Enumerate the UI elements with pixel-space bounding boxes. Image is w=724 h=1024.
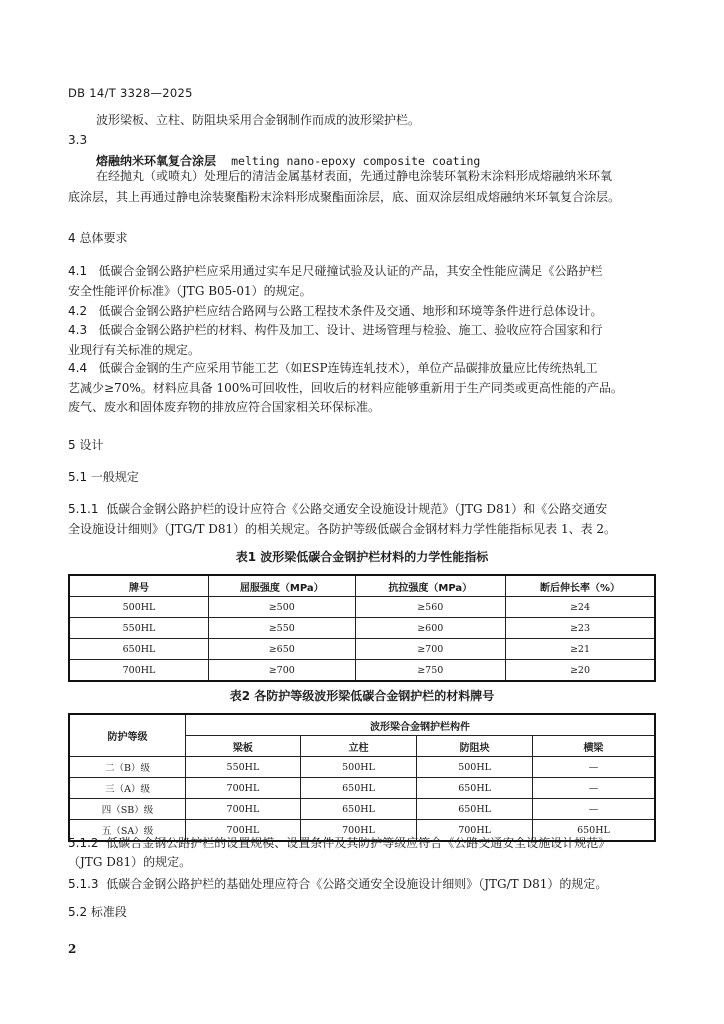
definition-3-3-line1: 在经抛丸（或喷丸）处理后的清洁金属基材表面，先通过静电涂装环氧粉末涂料形成熔融纳米环氧 — [96, 169, 613, 183]
term-en: melting nano-epoxy composite coating — [231, 154, 481, 168]
table-cell: ≥600 — [355, 618, 506, 639]
para-4-4-text: 低碳合金钢的生产应采用节能工艺（如ESP连铸连轧技术），单位产品碳排放量应比传统热轧工 — [98, 361, 598, 375]
table-cell: 700HL — [186, 820, 301, 842]
para-5-1-1-number: 5.1.1 — [68, 502, 99, 516]
heading-section-4: 4 总体要求 — [68, 231, 128, 245]
para-5-1-2-number: 5.1.2 — [68, 836, 99, 850]
table-cell: 700HL — [186, 799, 301, 820]
table1-header: 屈服强度（MPa） — [209, 575, 356, 597]
para-4-1-line2: 安全性能评价标准》（JTG B05-01）的规定。 — [68, 284, 312, 298]
table-cell: ≥700 — [355, 639, 506, 660]
table2-subheader: 立柱 — [300, 736, 417, 757]
table-cell: 700HL — [300, 820, 417, 842]
table-cell: ≥750 — [355, 660, 506, 682]
table-cell: — — [532, 757, 655, 778]
table-cell: 650HL — [532, 820, 655, 842]
para-4-3-number: 4.3 — [68, 323, 88, 337]
para-4-2-number: 4.2 — [68, 304, 88, 318]
table1-caption: 表1 波形梁低碳合金钢护栏材料的力学性能指标 — [235, 550, 489, 564]
para-5-1-1-text: 低碳合金钢公路护栏的设计应符合《公路交通安全设施设计规范》（JTG D81）和《公路交通安 — [106, 502, 608, 516]
page-number: 2 — [68, 942, 77, 956]
table2-header-row — [69, 714, 655, 736]
heading-5-1: 5.1 一般规定 — [68, 470, 139, 484]
table-cell: 650HL — [417, 778, 533, 799]
table-cell: ≥550 — [209, 618, 356, 639]
table-cell: — — [532, 778, 655, 799]
para-4-4-line2: 艺减少≥70%。材料应具备 100%可回收性，回收后的材料应能够重新用于生产同类或更高性能的产品。 — [68, 381, 623, 395]
table-cell: ≥24 — [506, 597, 655, 618]
table2-subheader: 梁板 — [186, 736, 301, 757]
table-row — [69, 757, 655, 778]
para-4-4-line3: 废气、废水和固体废弃物的排放应符合国家相关环保标准。 — [68, 400, 381, 414]
table2-subheader: 防阻块 — [417, 736, 533, 757]
table-cell: 650HL — [300, 799, 417, 820]
table-cell: — — [532, 799, 655, 820]
table-row — [69, 597, 655, 618]
heading-5-2: 5.2 标准段 — [68, 905, 127, 919]
table-cell: 700HL — [69, 660, 209, 682]
table2-level-header: 防护等级 — [69, 714, 186, 757]
para-4-3-line2: 业现行有关标准的规定。 — [68, 343, 201, 357]
para-5-1-2-text: 低碳合金钢公路护栏的设置规模、设置条件及其防护等级应符合《公路交通安全设施设计规范》 — [106, 836, 611, 850]
para-4-4-number: 4.4 — [68, 361, 88, 375]
para-5-1-1-line2: 全设施设计细则》（JTG/T D81）的相关规定。各防护等级低碳合金钢材料力学性能指标见表 1、表 2。 — [68, 522, 617, 536]
table-row — [69, 639, 655, 660]
para-4-3-line1 — [68, 319, 603, 341]
para-4-1-line1 — [68, 260, 603, 282]
para-5-1-3-number: 5.1.3 — [68, 877, 99, 891]
table-cell: 五（SA）级 — [69, 820, 186, 842]
table2-caption: 表2 各防护等级波形梁低碳合金钢护栏的材料牌号 — [229, 689, 495, 703]
table-cell: 500HL — [300, 757, 417, 778]
table-row — [69, 618, 655, 639]
table-cell: 550HL — [186, 757, 301, 778]
table2 — [68, 713, 656, 842]
table-cell: 三（A）级 — [69, 778, 186, 799]
table-cell: ≥23 — [506, 618, 655, 639]
para-4-4-line1 — [68, 357, 598, 379]
table-cell: 500HL — [417, 757, 533, 778]
table-cell: ≥21 — [506, 639, 655, 660]
table-cell: 700HL — [186, 778, 301, 799]
term-cn: 熔融纳米环氧复合涂层 — [96, 154, 217, 168]
table-cell: 700HL — [417, 820, 533, 842]
table-row — [69, 660, 655, 682]
table-cell: 二（B）级 — [69, 757, 186, 778]
table-row — [69, 778, 655, 799]
table-cell: 650HL — [417, 799, 533, 820]
table-cell: ≥700 — [209, 660, 356, 682]
table1-header: 抗拉强度（MPa） — [355, 575, 506, 597]
table2-group-header: 波形梁合金钢护栏构件 — [186, 714, 655, 736]
table-cell: 650HL — [300, 778, 417, 799]
table1-header: 牌号 — [69, 575, 209, 597]
para-5-1-3-text: 低碳合金钢公路护栏的基础处理应符合《公路交通安全设施设计细则》（JTG/T D81）的规定。 — [106, 877, 608, 891]
document-id: DB 14/T 3328—2025 — [68, 86, 193, 100]
table-cell: 550HL — [69, 618, 209, 639]
para-4-1-text: 低碳合金钢公路护栏应采用通过实车足尺碰撞试验及认证的产品，其安全性能应满足《公路护栏 — [98, 264, 603, 278]
para-5-1-3 — [68, 873, 607, 895]
table1-header-row — [69, 575, 655, 597]
table-cell: 四（SB）级 — [69, 799, 186, 820]
para-4-1-number: 4.1 — [68, 264, 88, 278]
definition-3-3-line2: 底涂层，其上再通过静电涂装聚酯粉末涂料形成聚酯面涂层，底、面双涂层组成熔融纳米环氧复合涂层。 — [68, 190, 621, 204]
table-cell: 500HL — [69, 597, 209, 618]
intro-line: 波形梁板、立柱、防阻块采用合金钢制作而成的波形梁护栏。 — [96, 113, 421, 127]
para-5-1-2-line2: （JTG D81）的规定。 — [68, 855, 192, 869]
para-4-3-text: 低碳合金钢公路护栏的材料、构件及加工、设计、进场管理与检验、施工、验收应符合国家和行 — [98, 323, 603, 337]
table1-header: 断后伸长率（%） — [506, 575, 655, 597]
table-cell: ≥500 — [209, 597, 356, 618]
heading-section-5: 5 设计 — [68, 438, 104, 452]
table-cell: 650HL — [69, 639, 209, 660]
section-3-3-number: 3.3 — [68, 133, 88, 147]
table-cell: ≥20 — [506, 660, 655, 682]
table-cell: ≥650 — [209, 639, 356, 660]
table-row — [69, 799, 655, 820]
para-5-1-1-line1 — [68, 498, 607, 520]
table1 — [68, 574, 656, 682]
table2-subheader: 横梁 — [532, 736, 655, 757]
para-4-2-text: 低碳合金钢公路护栏应结合路网与公路工程技术条件及交通、地形和环境等条件进行总体设计。 — [98, 304, 603, 318]
table-cell: ≥560 — [355, 597, 506, 618]
